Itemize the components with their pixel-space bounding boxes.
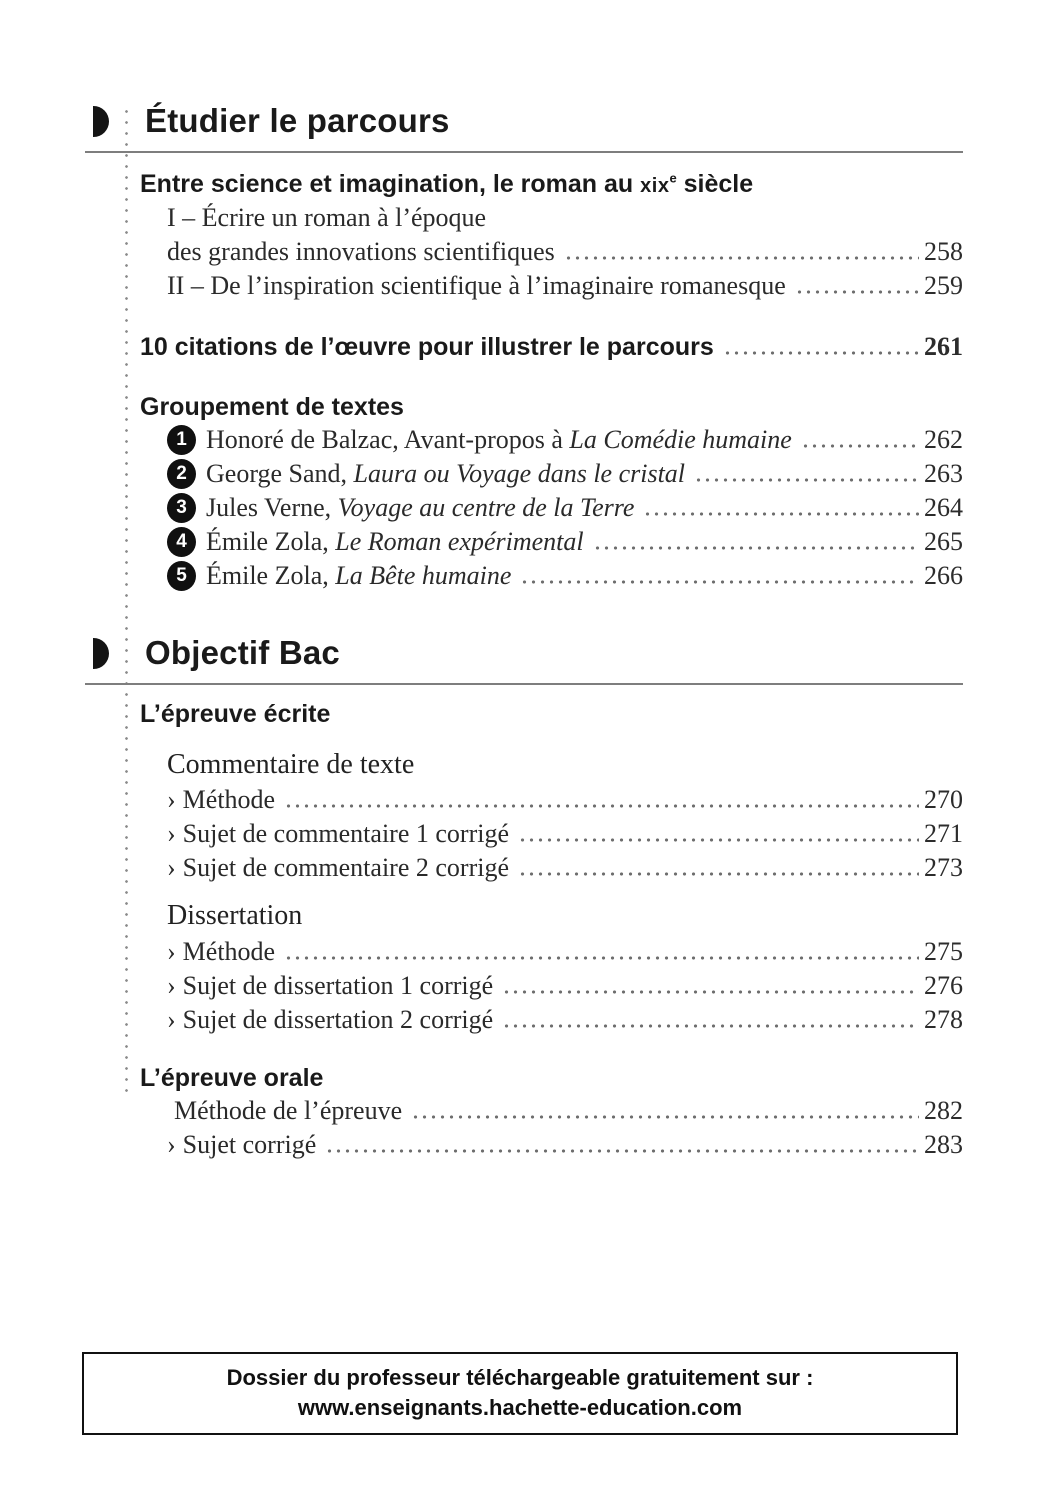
number-badge-3: 3 (167, 493, 196, 523)
toc-entry-label (206, 491, 634, 525)
toc-entry-citations (85, 330, 963, 364)
dot-leader (411, 1115, 919, 1119)
page-number: 263 (924, 459, 963, 489)
chevron-bullet: › (167, 853, 176, 883)
page-number: 262 (924, 425, 963, 455)
dot-leader (801, 444, 919, 448)
dot-leader (502, 1024, 919, 1028)
dot-leader (564, 256, 919, 260)
heading-text: Entre science et imagination, le roman au (140, 170, 641, 199)
subgroup-heading-dissertation: Dissertation (167, 900, 303, 932)
toc-content (85, 100, 963, 1162)
toc-entry-label (206, 559, 511, 593)
dot-leader (518, 838, 919, 842)
toc-entry (85, 935, 963, 969)
dot-leader (643, 512, 919, 516)
toc-entry-label (206, 457, 685, 491)
subgroup-heading-commentaire: Commentaire de texte (167, 748, 415, 780)
toc-entry (85, 817, 963, 851)
work-title: La Bête humaine (335, 561, 512, 591)
work-title: Le Roman expérimental (335, 527, 584, 557)
page-number: 258 (924, 236, 963, 266)
half-circle-icon (93, 638, 109, 669)
work-title: Voyage au centre de la Terre (337, 493, 635, 523)
dot-leader (518, 872, 919, 876)
dot-leader (284, 804, 919, 808)
dot-leader (502, 990, 919, 994)
group-heading-epreuve-ecrite: L’épreuve écrite (140, 700, 331, 729)
author-text: Honoré de Balzac, Avant-propos à (206, 425, 570, 455)
section-title: Étudier le parcours (145, 102, 450, 139)
page-number: 282 (924, 1096, 963, 1126)
chevron-bullet: › (167, 970, 176, 1000)
page-number: 283 (924, 1130, 963, 1160)
section-header (85, 100, 963, 142)
toc-entry-label: Sujet corrigé (182, 1130, 317, 1160)
toc-entry-label: II – De l’inspiration scientifique à l’imaginaire romanesque (167, 270, 786, 300)
group-heading-entre-science (85, 168, 963, 201)
chevron-bullet: › (167, 785, 176, 815)
page-number: 259 (924, 270, 963, 300)
author-text: Émile Zola, (206, 561, 336, 591)
page-number: 275 (924, 936, 963, 966)
section-rule (85, 683, 963, 685)
page-number: 270 (924, 785, 963, 815)
toc-entry (85, 1094, 963, 1128)
toc-entry (85, 969, 963, 1003)
page-number: 261 (924, 331, 963, 361)
toc-entry (85, 423, 963, 457)
page-number: 266 (924, 561, 963, 591)
section-objectif-bac (85, 632, 963, 1162)
toc-entry-label (206, 525, 584, 559)
work-title: La Comédie humaine (569, 425, 792, 455)
group-heading-groupement: Groupement de textes (140, 392, 404, 421)
heading-text: siècle (676, 170, 754, 199)
toc-entry (85, 525, 963, 559)
toc-entry-label: Méthode (182, 785, 276, 815)
section-title: Objectif Bac (145, 634, 340, 672)
toc-entry (85, 851, 963, 885)
dot-leader (694, 478, 919, 482)
number-badge-4: 4 (167, 527, 196, 557)
toc-entry-label: Sujet de commentaire 1 corrigé (182, 819, 509, 849)
footer-notice-box (82, 1352, 958, 1435)
page-number: 265 (924, 527, 963, 557)
author-text: Jules Verne, (206, 493, 338, 523)
toc-entry-label: Sujet de dissertation 1 corrigé (182, 970, 494, 1000)
author-text: Émile Zola, (206, 527, 336, 557)
dot-leader (520, 580, 919, 584)
toc-entry-label: 10 citations de l’œuvre pour illustrer le parcours (140, 332, 714, 361)
dot-leader (723, 351, 919, 355)
toc-entry-line1: I – Écrire un roman à l’époque (167, 202, 487, 232)
toc-entry-label: Méthode (182, 936, 276, 966)
page-number: 273 (924, 853, 963, 883)
page-number: 271 (924, 819, 963, 849)
number-badge-1: 1 (167, 425, 196, 455)
toc-entry (85, 491, 963, 525)
toc-entry-label: Sujet de dissertation 2 corrigé (182, 1004, 494, 1034)
section-header (85, 632, 963, 674)
footer-notice-url: www.enseignants.hachette-education.com (297, 1395, 743, 1420)
chevron-bullet: › (167, 1004, 176, 1034)
toc-entry-label (206, 423, 792, 457)
section-etudier-le-parcours (85, 100, 963, 593)
roman-numeral: xix (640, 175, 670, 198)
toc-entry (85, 235, 963, 269)
toc-entry (85, 559, 963, 593)
chevron-bullet: › (167, 936, 176, 966)
chevron-bullet: › (167, 819, 176, 849)
group-heading-epreuve-orale: L’épreuve orale (140, 1063, 324, 1092)
page-number: 276 (924, 970, 963, 1000)
dot-leader (325, 1149, 919, 1153)
toc-entry-label: Sujet de commentaire 2 corrigé (182, 853, 509, 883)
section-rule (85, 151, 963, 153)
toc-entry (85, 269, 963, 303)
toc-entry (85, 1128, 963, 1162)
work-title: Laura ou Voyage dans le cristal (353, 459, 686, 489)
page-number: 278 (924, 1004, 963, 1034)
half-circle-icon (93, 106, 109, 137)
author-text: George Sand, (206, 459, 354, 489)
toc-entry (85, 783, 963, 817)
number-badge-2: 2 (167, 459, 196, 489)
toc-entry-label: des grandes innovations scientifiques (167, 236, 555, 266)
chevron-bullet: › (167, 1130, 176, 1160)
ordinal-sup: e (669, 170, 677, 186)
dot-leader (795, 290, 919, 294)
toc-entry (85, 1003, 963, 1037)
dot-leader (593, 546, 919, 550)
page-number: 264 (924, 493, 963, 523)
toc-entry-label: Méthode de l’épreuve (174, 1096, 403, 1126)
toc-entry (85, 457, 963, 491)
dot-leader (284, 956, 919, 960)
footer-notice-line1: Dossier du professeur téléchargeable gratuitement sur : (226, 1365, 814, 1390)
number-badge-5: 5 (167, 561, 196, 591)
